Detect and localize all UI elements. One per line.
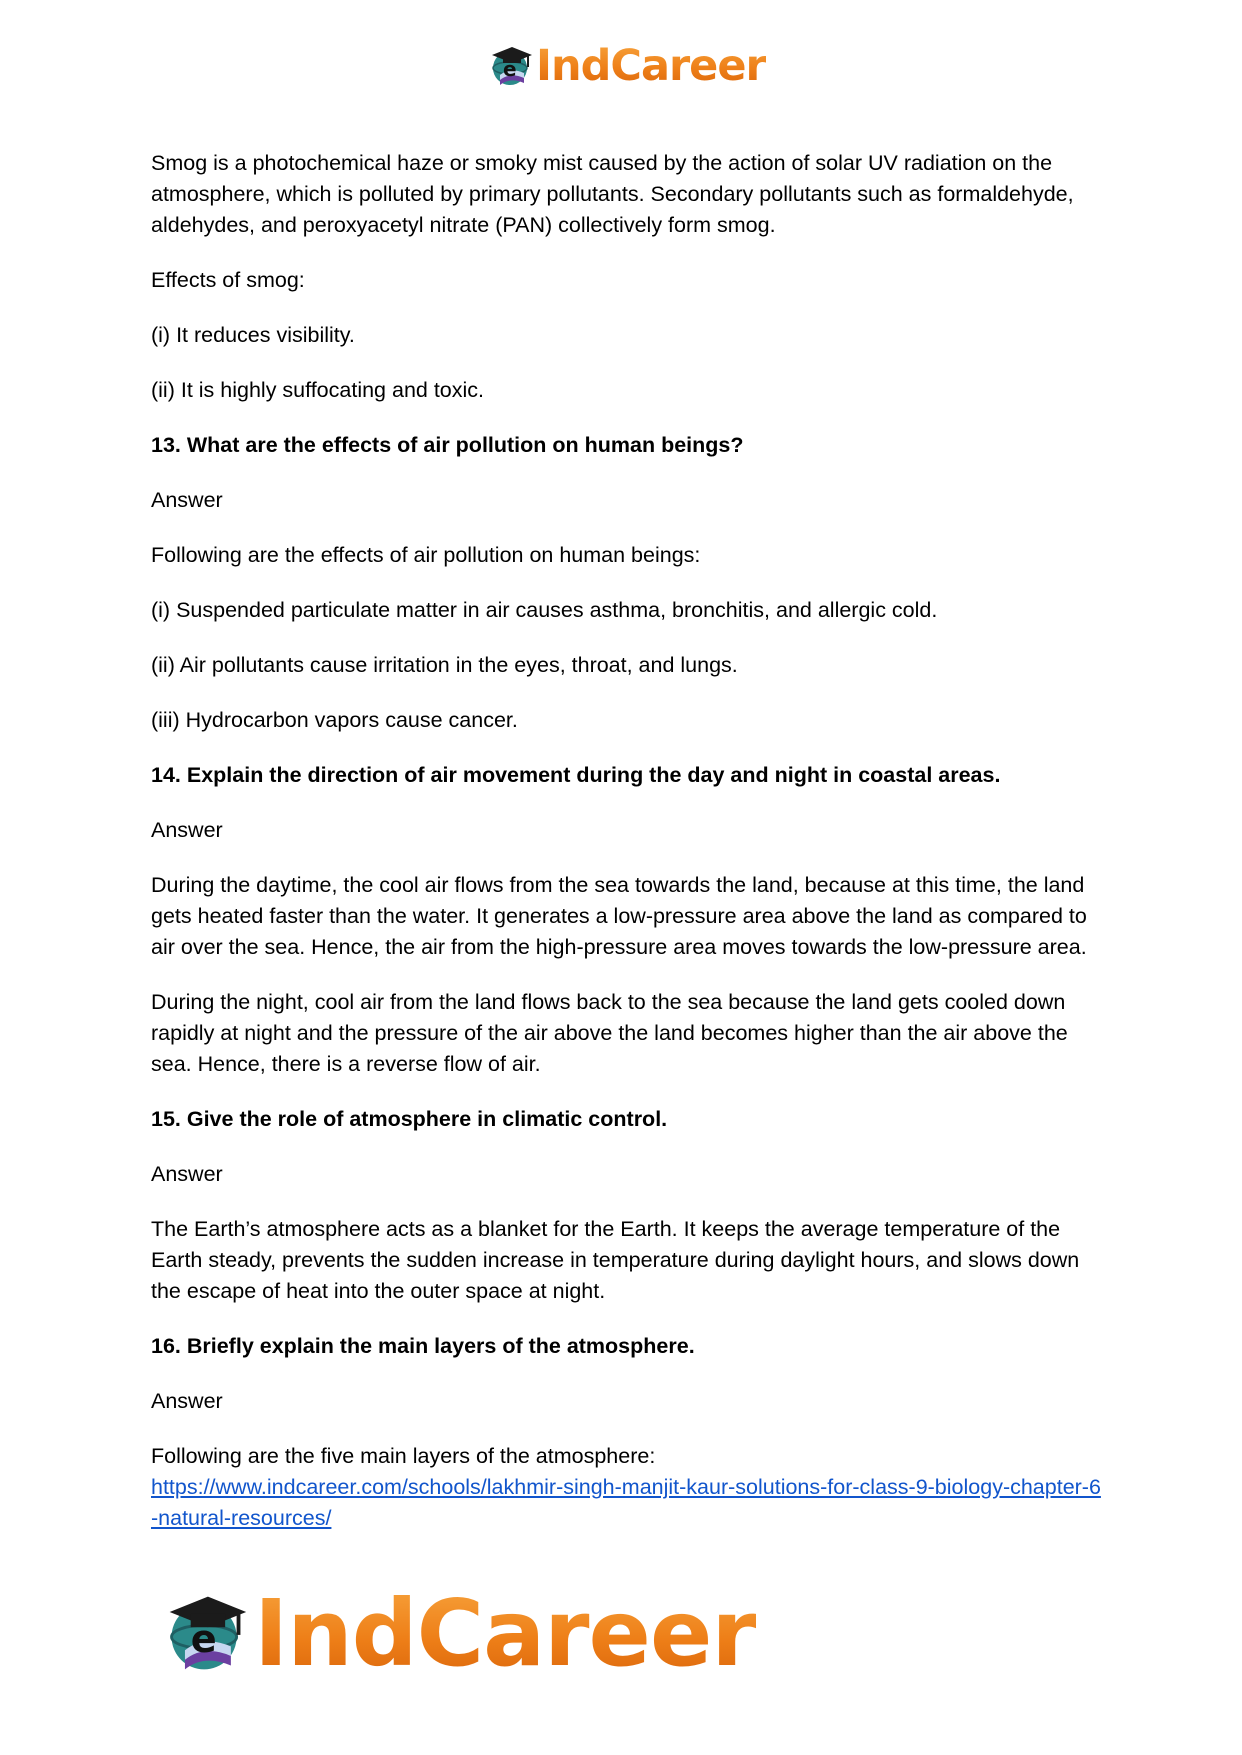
answer-paragraph: During the daytime, the cool air flows from the sea towards the land, because at this time, the land gets heated faster than the water. It generates a low-pressure area above the land as compared to air over the sea. Hence, the air from the high-pressure area moves towards the low-pressure area. [151,873,1087,959]
question-15: 15. Give the role of atmosphere in climatic control. [151,1107,668,1131]
document-body [151,148,1101,1534]
question-16: 16. Briefly explain the main layers of the atmosphere. [151,1334,695,1358]
graduation-cap-globe-books-icon [162,1589,250,1677]
answer-point: (i) Suspended particulate matter in air causes asthma, bronchitis, and allergic cold. [151,598,938,622]
header-logo [488,40,766,92]
graduation-cap-globe-books-icon [488,43,534,89]
smog-intro-paragraph: Smog is a photochemical haze or smoky mist caused by the action of solar UV radiation on the atmosphere, which is polluted by primary pollutants. Secondary pollutants such as formaldehyde, aldehydes, and peroxyacetyl nitrate (PAN) collectively form smog. [151,151,1074,237]
answer-paragraph: Following are the five main layers of the atmosphere: [151,1444,656,1468]
answer-paragraph: Following are the effects of air pollution on human beings: [151,543,701,567]
svg-text:e: e [503,57,517,81]
question-14: 14. Explain the direction of air movement during the day and night in coastal areas. [151,763,1001,787]
svg-text:e: e [190,1617,217,1663]
answer-label: Answer [151,1389,223,1413]
answer-paragraph: During the night, cool air from the land flows back to the sea because the land gets cooled down rapidly at night and the pressure of the air above the land becomes higher than the air above the sea. Hence, there is a reverse flow of air. [151,990,1068,1076]
answer-point: (iii) Hydrocarbon vapors cause cancer. [151,708,518,732]
footer-logo-text: IndCareer [254,1579,756,1687]
answer-label: Answer [151,818,223,842]
answer-label: Answer [151,1162,223,1186]
smog-effect-item: (ii) It is highly suffocating and toxic. [151,378,485,402]
footer-logo [162,1578,756,1688]
question-13: 13. What are the effects of air pollution on human beings? [151,433,744,457]
smog-effect-item: (i) It reduces visibility. [151,323,355,347]
answer-paragraph: The Earth’s atmosphere acts as a blanket for the Earth. It keeps the average temperature of the Earth steady, prevents the sudden increase in temperature during daylight hours, and slows down the escape of heat into the outer space at night. [151,1217,1080,1303]
smog-effects-heading: Effects of smog: [151,268,305,292]
header-logo-text: IndCareer [536,41,766,91]
answer-point: (ii) Air pollutants cause irritation in the eyes, throat, and lungs. [151,653,738,677]
answer-label: Answer [151,488,223,512]
source-link[interactable]: https://www.indcareer.com/schools/lakhmir-singh-manjit-kaur-solutions-for-class-9-biology-chapter-6-natural-resources/ [151,1475,1101,1530]
